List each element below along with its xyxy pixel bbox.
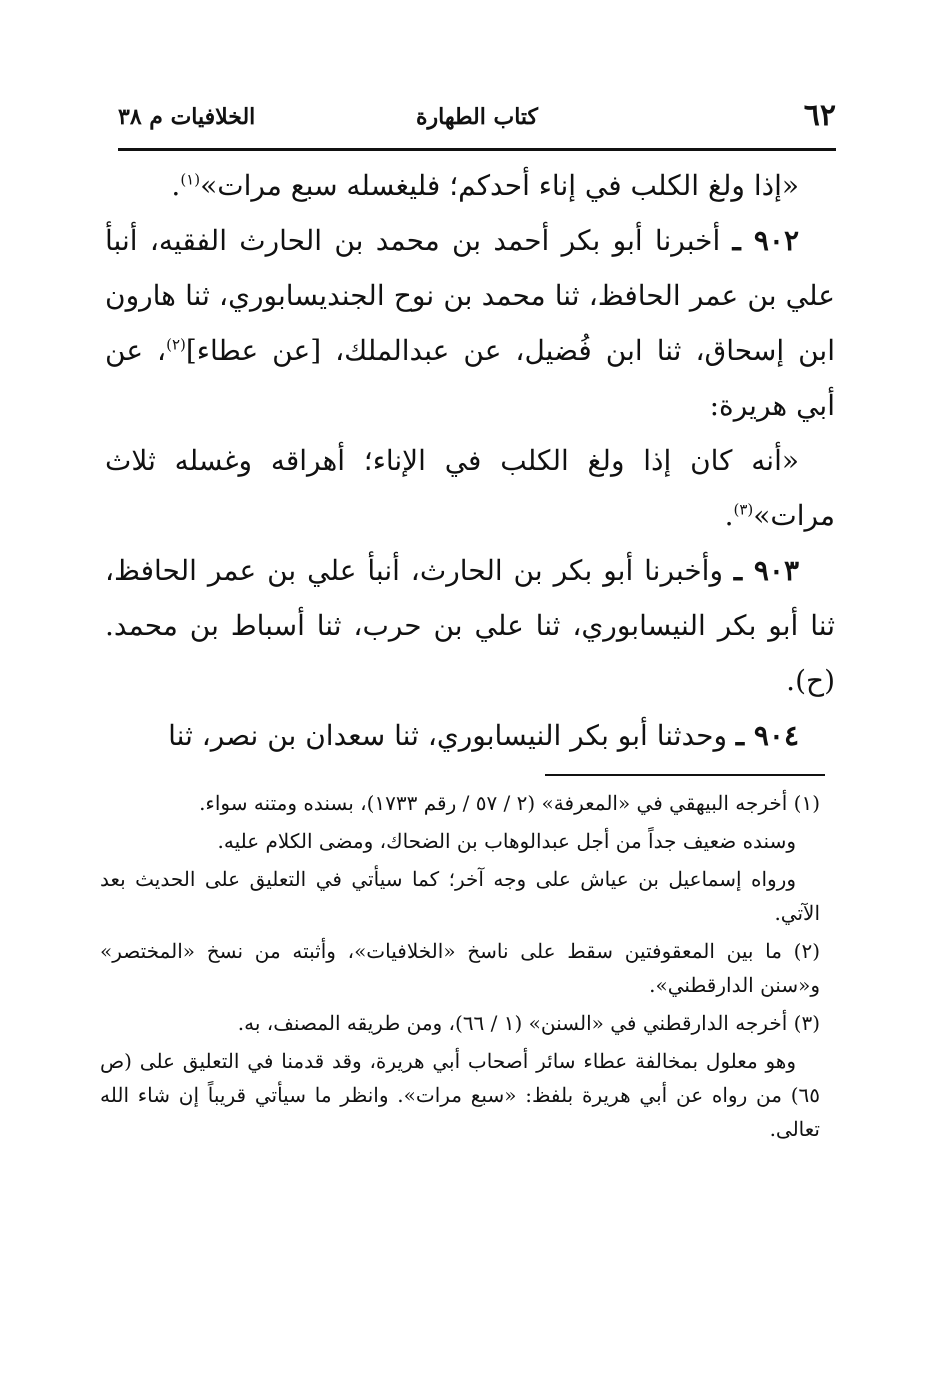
isnad-903: وأخبرنا أبو بكر بن الحارث، أنبأ علي بن عمر الحافظ، ثنا أبو بكر النيسابوري، ثنا علي بن حرب، ثنا أسباط بن محمد. (ح). (105, 554, 835, 697)
footnote-1-c: ورواه إسماعيل بن عياش على وجه آخر؛ كما سيأتي في التعليق على الحديث بعد الآتي. (100, 867, 820, 925)
footnotes (100, 786, 820, 1150)
paragraph-904 (105, 708, 835, 763)
footnote-3: (٣) أخرجه الدارقطني في «السنن» (١ / ٦٦)، ومن طريقه المصنف، به. (237, 1011, 820, 1035)
hadith-number-902: ٩٠٢ ـ (732, 224, 800, 257)
paragraph-903 (105, 543, 835, 708)
footnote-ref-3: (٣) (733, 500, 754, 519)
hadith-number-903: ٩٠٣ ـ (733, 554, 799, 587)
paragraph-902 (105, 213, 835, 433)
header-rule (118, 148, 836, 151)
volume-label: الخلافيات م ٣٨ (118, 104, 256, 130)
paragraph-hadith-1 (105, 158, 835, 213)
punct: . (171, 169, 181, 202)
footnote-rule (545, 774, 825, 776)
hadith-text-1: «إذا ولغ الكلب في إناء أحدكم؛ فليغسله سبع مرات» (200, 169, 799, 202)
footnote-ref-1: (١) (180, 170, 201, 189)
main-text (105, 158, 835, 763)
footnote-2: (٢) ما بين المعقوفتين سقط على ناسخ «الخلافيات»، وأثبته من نسخ «المختصر» و«سنن الدارقطني». (100, 939, 820, 997)
footnote-ref-2: (٢) (166, 335, 186, 354)
matn-902: «أنه كان إذا ولغ الكلب في الإناء؛ أهراقه وغسله ثلاث مرات» (105, 444, 835, 532)
hadith-number-904: ٩٠٤ ـ (735, 719, 799, 752)
footnote-1-b: وسنده ضعيف جداً من أجل عبدالوهاب بن الضحاك، ومضى الكلام عليه. (217, 829, 796, 853)
isnad-902-end: ، عن أبي هريرة: (105, 334, 835, 422)
isnad-902: أخبرنا أبو بكر أحمد بن محمد بن الحارث الفقيه، أنبأ علي بن عمر الحافظ، ثنا محمد بن نوح الجنديسابوري، ثنا هارون ابن إسحاق، ثنا ابن فُضيل، عن عبدالملك، [عن عطاء] (105, 224, 835, 367)
page-number: ٦٢ (803, 98, 836, 133)
footnote-1: (١) أخرجه البيهقي في «المعرفة» (٢ / ٥٧ / رقم ١٧٣٣)، بسنده ومتنه سواء. (199, 791, 820, 815)
punct: . (724, 499, 734, 532)
paragraph-hadith-902-matn (105, 433, 835, 543)
book-title: كتاب الطهارة (415, 104, 539, 130)
page-header (118, 98, 836, 144)
footnote-3-b: وهو معلول بمخالفة عطاء سائر أصحاب أبي هريرة، وقد قدمنا في التعليق على (ص ٦٥) من رواه عن أبي هريرة بلفظ: «سبع مرات». وانظر ما سيأتي قريباً إن شاء الله تعالى. (100, 1049, 820, 1141)
isnad-904: وحدثنا أبو بكر النيسابوري، ثنا سعدان بن نصر، ثنا (168, 719, 728, 752)
